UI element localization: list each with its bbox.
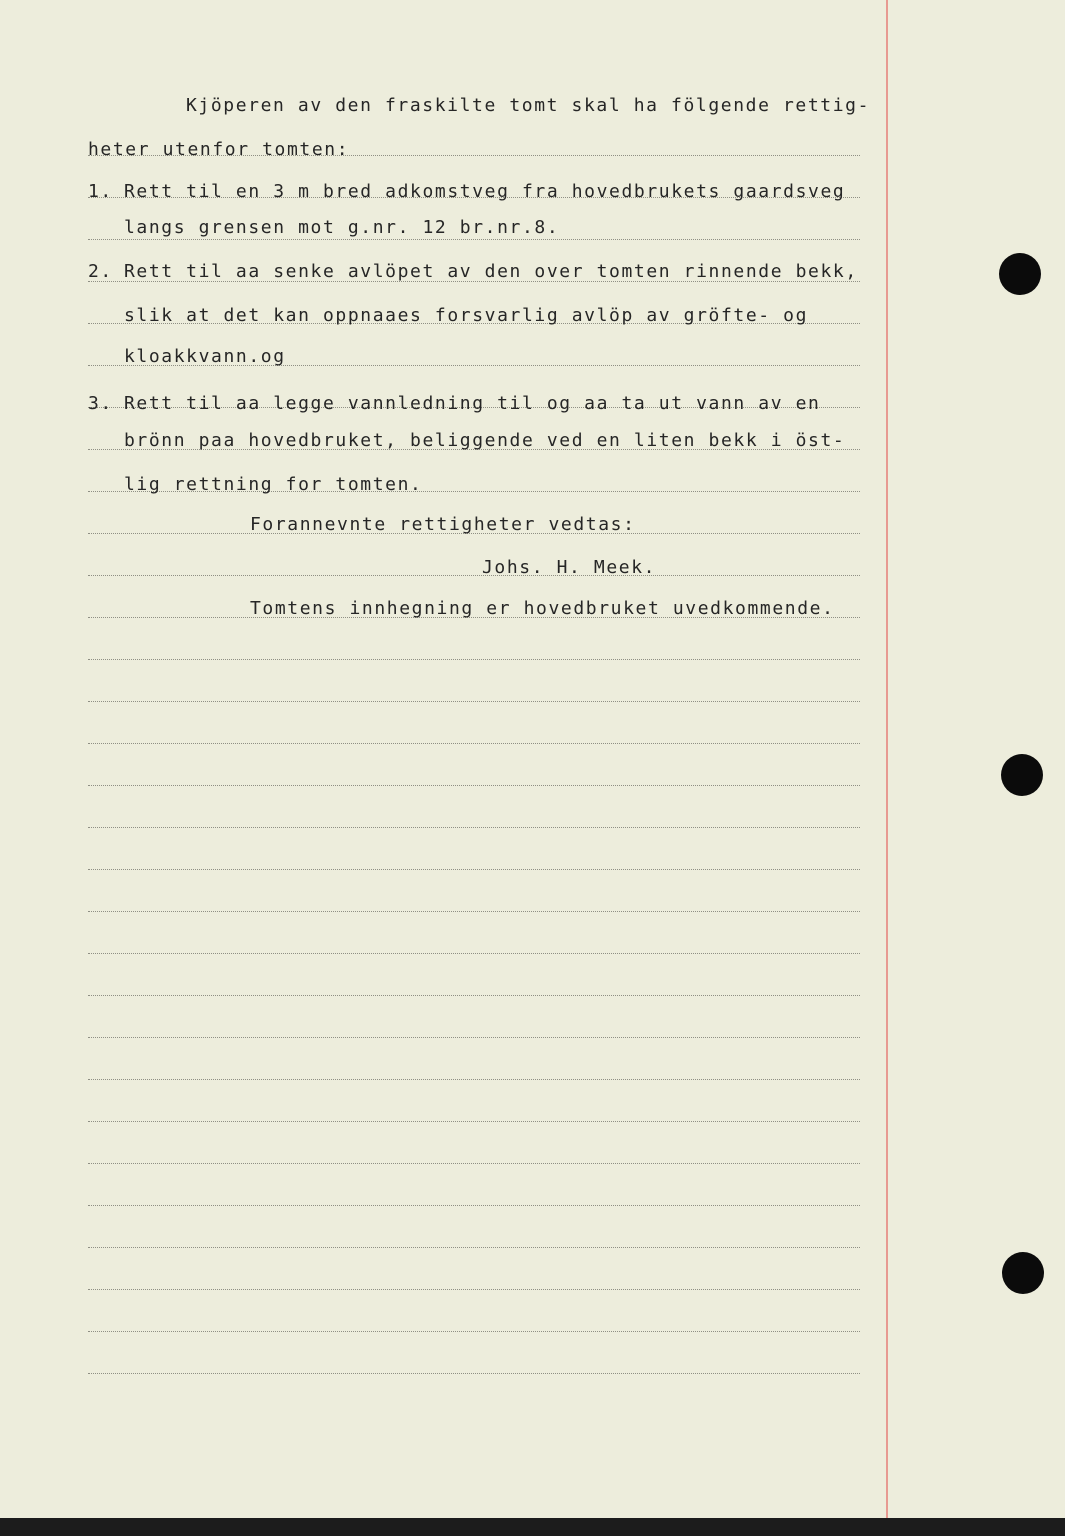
ruled-line: [88, 1373, 860, 1374]
ruled-line: [88, 1037, 860, 1038]
ruled-line: [88, 869, 860, 870]
item-2-line-2: slik at det kan oppnaaes forsvarlig avlöp av gröfte- og: [124, 305, 809, 326]
ruled-line: [88, 575, 860, 576]
punch-hole-bottom: [1002, 1252, 1044, 1294]
scan-edge: [0, 1518, 1065, 1536]
item-1-line-2: langs grensen mot g.nr. 12 br.nr.8.: [124, 217, 560, 238]
ruled-line: [88, 827, 860, 828]
item-1-number: 1.: [88, 181, 113, 202]
ruled-line: [88, 1247, 860, 1248]
ruled-line: [88, 1331, 860, 1332]
item-3-number: 3.: [88, 393, 113, 414]
item-3-line-2: brönn paa hovedbruket, beliggende ved en liten bekk i öst-: [124, 430, 846, 451]
ruled-line: [88, 953, 860, 954]
acceptance-line: Forannevnte rettigheter vedtas:: [250, 514, 636, 535]
ruled-line: [88, 911, 860, 912]
ruled-line: [88, 995, 860, 996]
item-2-line-1: Rett til aa senke avlöpet av den over tomten rinnende bekk,: [124, 261, 858, 282]
ruled-line: [88, 743, 860, 744]
ruled-line: [88, 1079, 860, 1080]
ruled-line: [88, 701, 860, 702]
punch-hole-middle: [1001, 754, 1043, 796]
item-1-line-1: Rett til en 3 m bred adkomstveg fra hovedbrukets gaardsveg: [124, 181, 846, 202]
ruled-line: [88, 1121, 860, 1122]
ruled-line: [88, 785, 860, 786]
ruled-line: [88, 239, 860, 240]
ruled-line: [88, 1289, 860, 1290]
intro-line-1: Kjöperen av den fraskilte tomt skal ha fölgende rettig-: [186, 95, 871, 116]
ruled-line: [88, 1163, 860, 1164]
item-2-line-3: kloakkvann.og: [124, 346, 286, 367]
item-3-line-3: lig rettning for tomten.: [124, 474, 423, 495]
intro-line-2: heter utenfor tomten:: [88, 139, 350, 160]
item-2-number: 2.: [88, 261, 113, 282]
ruled-line: [88, 1205, 860, 1206]
signature: Johs. H. Meek.: [482, 557, 657, 578]
punch-hole-top: [999, 253, 1041, 295]
item-3-line-1: Rett til aa legge vannledning til og aa ta ut vann av en: [124, 393, 821, 414]
closing-note: Tomtens innhegning er hovedbruket uvedkommende.: [250, 598, 835, 619]
ruled-line: [88, 659, 860, 660]
margin-rule: [886, 0, 888, 1518]
